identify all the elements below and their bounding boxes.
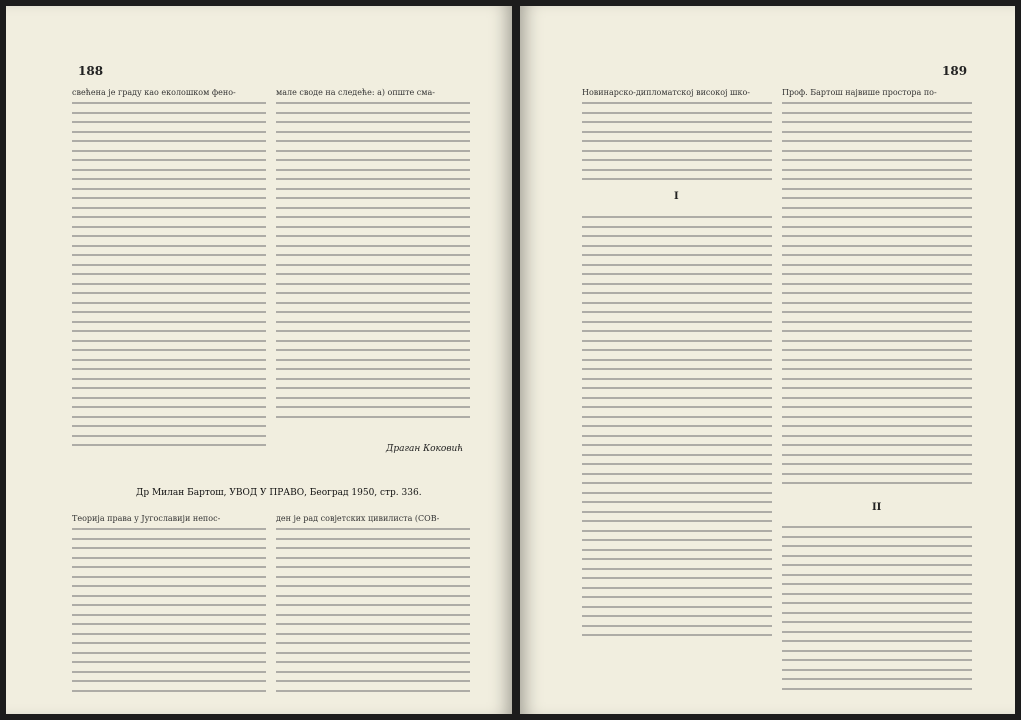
text-line-placeholder bbox=[782, 140, 972, 142]
text-line-placeholder bbox=[582, 406, 772, 408]
text-line-placeholder bbox=[276, 121, 470, 123]
text-line-placeholder bbox=[276, 102, 470, 104]
text-line-placeholder bbox=[72, 178, 266, 180]
text-line-placeholder bbox=[276, 595, 470, 597]
text-line-placeholder bbox=[582, 473, 772, 475]
text-line-placeholder bbox=[782, 264, 972, 266]
text-line-placeholder bbox=[782, 444, 972, 446]
text-line-placeholder bbox=[582, 140, 772, 142]
text-line-placeholder bbox=[582, 159, 772, 161]
text-line-placeholder bbox=[782, 659, 972, 661]
text-line-placeholder bbox=[72, 528, 266, 530]
text-line-placeholder bbox=[276, 245, 470, 247]
text-line-placeholder bbox=[782, 640, 972, 642]
text-line-placeholder bbox=[276, 178, 470, 180]
text-line-placeholder bbox=[782, 321, 972, 323]
text-line-placeholder bbox=[582, 102, 772, 104]
text-line-placeholder bbox=[72, 566, 266, 568]
column-first-line: Новинарско-дипломатској високој шко- bbox=[582, 88, 751, 97]
text-line-placeholder bbox=[72, 690, 266, 692]
column-first-line: Теорија права у Југославији непос- bbox=[72, 514, 221, 523]
text-line-placeholder bbox=[582, 539, 772, 541]
text-line-placeholder bbox=[276, 614, 470, 616]
text-line-placeholder bbox=[582, 425, 772, 427]
text-line-placeholder bbox=[72, 226, 266, 228]
text-line-placeholder bbox=[782, 226, 972, 228]
text-line-placeholder bbox=[72, 642, 266, 644]
text-line-placeholder bbox=[276, 188, 470, 190]
text-line-placeholder bbox=[72, 245, 266, 247]
text-line-placeholder bbox=[72, 671, 266, 673]
text-line-placeholder bbox=[582, 311, 772, 313]
text-line-placeholder bbox=[72, 330, 266, 332]
text-line-placeholder bbox=[276, 406, 470, 408]
text-line-placeholder bbox=[782, 283, 972, 285]
right-column-1-body bbox=[582, 216, 772, 644]
text-line-placeholder bbox=[582, 587, 772, 589]
text-line-placeholder bbox=[582, 235, 772, 237]
text-line-placeholder bbox=[582, 482, 772, 484]
text-line-placeholder bbox=[276, 321, 470, 323]
text-line-placeholder bbox=[582, 292, 772, 294]
text-line-placeholder bbox=[582, 264, 772, 266]
text-line-placeholder bbox=[72, 302, 266, 304]
text-line-placeholder bbox=[72, 623, 266, 625]
right-page bbox=[520, 6, 1015, 714]
text-line-placeholder bbox=[72, 359, 266, 361]
text-line-placeholder bbox=[276, 633, 470, 635]
text-line-placeholder bbox=[582, 330, 772, 332]
text-line-placeholder bbox=[72, 557, 266, 559]
text-line-placeholder bbox=[582, 169, 772, 171]
page-number-right: 189 bbox=[942, 64, 968, 78]
text-line-placeholder bbox=[582, 302, 772, 304]
text-line-placeholder bbox=[782, 216, 972, 218]
text-line-placeholder bbox=[276, 690, 470, 692]
text-line-placeholder bbox=[72, 273, 266, 275]
text-line-placeholder bbox=[276, 378, 470, 380]
text-line-placeholder bbox=[782, 359, 972, 361]
text-line-placeholder bbox=[582, 273, 772, 275]
text-line-placeholder bbox=[72, 159, 266, 161]
text-line-placeholder bbox=[782, 435, 972, 437]
text-line-placeholder bbox=[72, 368, 266, 370]
text-line-placeholder bbox=[782, 593, 972, 595]
text-line-placeholder bbox=[582, 340, 772, 342]
text-line-placeholder bbox=[782, 169, 972, 171]
text-line-placeholder bbox=[276, 226, 470, 228]
text-line-placeholder bbox=[72, 406, 266, 408]
text-line-placeholder bbox=[72, 121, 266, 123]
text-line-placeholder bbox=[72, 576, 266, 578]
text-line-placeholder bbox=[72, 311, 266, 313]
text-line-placeholder bbox=[72, 585, 266, 587]
text-line-placeholder bbox=[582, 511, 772, 513]
section-numeral-1: I bbox=[674, 191, 679, 202]
text-line-placeholder bbox=[276, 528, 470, 530]
text-line-placeholder bbox=[582, 131, 772, 133]
text-line-placeholder bbox=[276, 340, 470, 342]
text-line-placeholder bbox=[72, 680, 266, 682]
text-line-placeholder bbox=[782, 621, 972, 623]
text-line-placeholder bbox=[782, 102, 972, 104]
text-line-placeholder bbox=[782, 150, 972, 152]
text-line-placeholder bbox=[782, 378, 972, 380]
text-line-placeholder bbox=[276, 311, 470, 313]
text-line-placeholder bbox=[276, 585, 470, 587]
text-line-placeholder bbox=[582, 378, 772, 380]
text-line-placeholder bbox=[276, 604, 470, 606]
text-line-placeholder bbox=[582, 245, 772, 247]
text-line-placeholder bbox=[782, 349, 972, 351]
text-line-placeholder bbox=[582, 216, 772, 218]
text-line-placeholder bbox=[582, 349, 772, 351]
left-page bbox=[6, 6, 512, 714]
text-line-placeholder bbox=[782, 159, 972, 161]
text-line-placeholder bbox=[782, 454, 972, 456]
text-line-placeholder bbox=[782, 387, 972, 389]
text-line-placeholder bbox=[782, 463, 972, 465]
text-line-placeholder bbox=[582, 568, 772, 570]
text-line-placeholder bbox=[782, 235, 972, 237]
text-line-placeholder bbox=[582, 577, 772, 579]
text-line-placeholder bbox=[72, 340, 266, 342]
text-line-placeholder bbox=[276, 235, 470, 237]
text-line-placeholder bbox=[276, 368, 470, 370]
text-line-placeholder bbox=[582, 444, 772, 446]
text-line-placeholder bbox=[72, 614, 266, 616]
text-line-placeholder bbox=[782, 545, 972, 547]
text-line-placeholder bbox=[276, 576, 470, 578]
text-line-placeholder bbox=[276, 387, 470, 389]
text-line-placeholder bbox=[276, 538, 470, 540]
text-line-placeholder bbox=[582, 368, 772, 370]
text-line-placeholder bbox=[782, 669, 972, 671]
text-line-placeholder bbox=[72, 444, 266, 446]
text-line-placeholder bbox=[72, 197, 266, 199]
right-column-2-bottom bbox=[782, 526, 972, 697]
text-line-placeholder bbox=[276, 557, 470, 559]
text-line-placeholder bbox=[782, 612, 972, 614]
text-line-placeholder bbox=[582, 454, 772, 456]
right-column-1-top bbox=[582, 88, 772, 188]
text-line-placeholder bbox=[782, 406, 972, 408]
text-line-placeholder bbox=[782, 330, 972, 332]
text-line-placeholder bbox=[582, 606, 772, 608]
text-line-placeholder bbox=[582, 549, 772, 551]
text-line-placeholder bbox=[582, 254, 772, 256]
text-line-placeholder bbox=[276, 661, 470, 663]
text-line-placeholder bbox=[72, 595, 266, 597]
text-line-placeholder bbox=[72, 102, 266, 104]
text-line-placeholder bbox=[72, 349, 266, 351]
left-column-2-bottom bbox=[276, 514, 470, 699]
text-line-placeholder bbox=[782, 292, 972, 294]
text-line-placeholder bbox=[72, 538, 266, 540]
text-line-placeholder bbox=[782, 526, 972, 528]
text-line-placeholder bbox=[582, 463, 772, 465]
text-line-placeholder bbox=[72, 140, 266, 142]
text-line-placeholder bbox=[276, 197, 470, 199]
text-line-placeholder bbox=[276, 112, 470, 114]
text-line-placeholder bbox=[72, 633, 266, 635]
text-line-placeholder bbox=[782, 302, 972, 304]
text-line-placeholder bbox=[582, 178, 772, 180]
text-line-placeholder bbox=[582, 359, 772, 361]
text-line-placeholder bbox=[276, 566, 470, 568]
text-line-placeholder bbox=[276, 680, 470, 682]
text-line-placeholder bbox=[276, 623, 470, 625]
text-line-placeholder bbox=[782, 574, 972, 576]
text-line-placeholder bbox=[582, 501, 772, 503]
text-line-placeholder bbox=[782, 340, 972, 342]
text-line-placeholder bbox=[582, 416, 772, 418]
text-line-placeholder bbox=[582, 625, 772, 627]
text-line-placeholder bbox=[582, 121, 772, 123]
text-line-placeholder bbox=[72, 387, 266, 389]
text-line-placeholder bbox=[582, 596, 772, 598]
text-line-placeholder bbox=[582, 615, 772, 617]
text-line-placeholder bbox=[582, 150, 772, 152]
text-line-placeholder bbox=[782, 368, 972, 370]
text-line-placeholder bbox=[782, 650, 972, 652]
left-column-2-top bbox=[276, 88, 470, 425]
text-line-placeholder bbox=[276, 349, 470, 351]
text-line-placeholder bbox=[276, 159, 470, 161]
section-numeral-2: II bbox=[872, 502, 882, 513]
text-line-placeholder bbox=[276, 652, 470, 654]
text-line-placeholder bbox=[72, 216, 266, 218]
text-line-placeholder bbox=[276, 671, 470, 673]
text-line-placeholder bbox=[276, 216, 470, 218]
column-first-line: свећена је граду као еколошком фено- bbox=[72, 88, 236, 97]
text-line-placeholder bbox=[276, 330, 470, 332]
text-line-placeholder bbox=[782, 678, 972, 680]
text-line-placeholder bbox=[782, 602, 972, 604]
text-line-placeholder bbox=[276, 131, 470, 133]
text-line-placeholder bbox=[782, 416, 972, 418]
text-line-placeholder bbox=[582, 226, 772, 228]
text-line-placeholder bbox=[72, 283, 266, 285]
text-line-placeholder bbox=[782, 473, 972, 475]
text-line-placeholder bbox=[782, 555, 972, 557]
text-line-placeholder bbox=[72, 188, 266, 190]
text-line-placeholder bbox=[782, 425, 972, 427]
text-line-placeholder bbox=[582, 530, 772, 532]
text-line-placeholder bbox=[276, 359, 470, 361]
text-line-placeholder bbox=[582, 283, 772, 285]
column-first-line: Проф. Бартош највише простора по- bbox=[782, 88, 937, 97]
text-line-placeholder bbox=[72, 131, 266, 133]
text-line-placeholder bbox=[276, 302, 470, 304]
text-line-placeholder bbox=[72, 661, 266, 663]
text-line-placeholder bbox=[72, 235, 266, 237]
right-column-2-top bbox=[782, 88, 972, 492]
text-line-placeholder bbox=[276, 254, 470, 256]
text-line-placeholder bbox=[276, 292, 470, 294]
column-first-line: мале своде на следеће: а) опште сма- bbox=[276, 88, 435, 97]
left-column-1-top bbox=[72, 88, 266, 454]
text-line-placeholder bbox=[72, 207, 266, 209]
text-line-placeholder bbox=[782, 207, 972, 209]
text-line-placeholder bbox=[782, 397, 972, 399]
text-line-placeholder bbox=[782, 536, 972, 538]
text-line-placeholder bbox=[782, 482, 972, 484]
text-line-placeholder bbox=[72, 264, 266, 266]
text-line-placeholder bbox=[582, 558, 772, 560]
text-line-placeholder bbox=[782, 245, 972, 247]
text-line-placeholder bbox=[72, 604, 266, 606]
text-line-placeholder bbox=[72, 169, 266, 171]
text-line-placeholder bbox=[582, 634, 772, 636]
text-line-placeholder bbox=[72, 652, 266, 654]
text-line-placeholder bbox=[72, 547, 266, 549]
text-line-placeholder bbox=[72, 112, 266, 114]
text-line-placeholder bbox=[582, 112, 772, 114]
text-line-placeholder bbox=[276, 264, 470, 266]
text-line-placeholder bbox=[276, 169, 470, 171]
text-line-placeholder bbox=[276, 207, 470, 209]
text-line-placeholder bbox=[582, 492, 772, 494]
text-line-placeholder bbox=[782, 131, 972, 133]
text-line-placeholder bbox=[782, 254, 972, 256]
author-signature: Драган Коковић bbox=[386, 444, 464, 454]
text-line-placeholder bbox=[782, 188, 972, 190]
text-line-placeholder bbox=[276, 140, 470, 142]
text-line-placeholder bbox=[276, 283, 470, 285]
text-line-placeholder bbox=[582, 321, 772, 323]
text-line-placeholder bbox=[276, 273, 470, 275]
text-line-placeholder bbox=[782, 273, 972, 275]
text-line-placeholder bbox=[72, 416, 266, 418]
text-line-placeholder bbox=[72, 378, 266, 380]
text-line-placeholder bbox=[276, 642, 470, 644]
page-number-left: 188 bbox=[78, 64, 104, 78]
column-first-line: ден је рад совјетских цивилиста (СОВ- bbox=[276, 514, 440, 523]
text-line-placeholder bbox=[582, 387, 772, 389]
text-line-placeholder bbox=[72, 150, 266, 152]
text-line-placeholder bbox=[72, 435, 266, 437]
text-line-placeholder bbox=[72, 397, 266, 399]
text-line-placeholder bbox=[72, 425, 266, 427]
text-line-placeholder bbox=[276, 397, 470, 399]
text-line-placeholder bbox=[782, 178, 972, 180]
text-line-placeholder bbox=[782, 564, 972, 566]
text-line-placeholder bbox=[782, 631, 972, 633]
text-line-placeholder bbox=[782, 688, 972, 690]
text-line-placeholder bbox=[582, 397, 772, 399]
text-line-placeholder bbox=[582, 520, 772, 522]
text-line-placeholder bbox=[72, 254, 266, 256]
text-line-placeholder bbox=[782, 311, 972, 313]
text-line-placeholder bbox=[782, 112, 972, 114]
text-line-placeholder bbox=[72, 321, 266, 323]
text-line-placeholder bbox=[782, 121, 972, 123]
text-line-placeholder bbox=[782, 583, 972, 585]
review-heading: Др Милан Бартош, УВОД У ПРАВО, Београд 1950, стр. 336. bbox=[136, 488, 422, 498]
text-line-placeholder bbox=[276, 547, 470, 549]
text-line-placeholder bbox=[72, 292, 266, 294]
text-line-placeholder bbox=[276, 150, 470, 152]
text-line-placeholder bbox=[582, 435, 772, 437]
text-line-placeholder bbox=[276, 416, 470, 418]
text-line-placeholder bbox=[782, 197, 972, 199]
left-column-1-bottom bbox=[72, 514, 266, 699]
